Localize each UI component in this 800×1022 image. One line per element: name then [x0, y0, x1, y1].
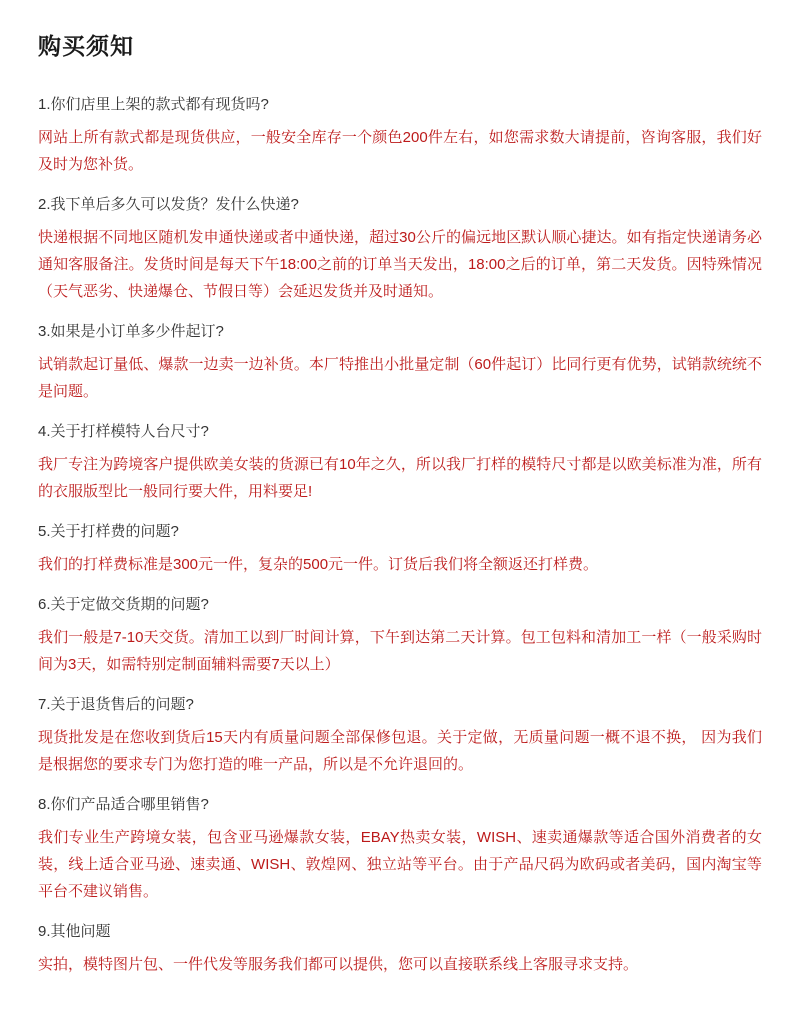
faq-answer: 现货批发是在您收到货后15天内有质量问题全部保修包退。关于定做，无质量问题一概不退不换， 因为我们是根据您的要求专门为您打造的唯一产品，所以是不允许退回的。	[38, 729, 762, 773]
faq-answer: 我厂专注为跨境客户提供欧美女装的货源已有10年之久，所以我厂打样的模特尺寸都是以欧美标准为准，所有的衣服版型比一般同行要大件，用料要足!	[38, 456, 762, 500]
faq-answer: 我们专业生产跨境女装，包含亚马逊爆款女装，EBAY热卖女装，WISH、速卖通爆款等适合国外消费者的女装，线上适合亚马逊、速卖通、WISH、敦煌网、独立站等平台。由于产品尺码为欧码或者美码，国内淘宝等平台不建议销售。	[38, 829, 762, 900]
faq-answer: 试销款起订量低、爆款一边卖一边补货。本厂特推出小批量定制（60件起订）比同行更有优势，试销款统统不是问题。	[38, 356, 762, 400]
faq-item	[38, 319, 762, 405]
page-title: 购买须知	[38, 33, 134, 59]
faq-answer: 网站上所有款式都是现货供应，一般安全库存一个颜色200件左右，如您需求数大请提前，咨询客服，我们好及时为您补货。	[38, 129, 762, 173]
faq-list	[38, 92, 762, 978]
faq-item	[38, 519, 762, 578]
faq-answer: 快递根据不同地区随机发申通快递或者中通快递，超过30公斤的偏远地区默认顺心捷达。如有指定快递请务必通知客服备注。发货时间是每天下午18:00之前的订单当天发出，18:00之后的订单，第二天发货。因特殊情况（天气恶劣、快递爆仓、节假日等）会延迟发货并及时通知。	[38, 229, 762, 300]
faq-question: 9.其他问题	[38, 923, 111, 940]
faq-item	[38, 792, 762, 905]
faq-question: 5.关于打样费的问题?	[38, 523, 179, 540]
faq-item	[38, 692, 762, 778]
faq-question: 3.如果是小订单多少件起订?	[38, 323, 224, 340]
faq-item	[38, 192, 762, 305]
faq-question: 7.关于退货售后的问题?	[38, 696, 194, 713]
faq-question: 1.你们店里上架的款式都有现货吗?	[38, 96, 269, 113]
faq-question: 6.关于定做交货期的问题?	[38, 596, 209, 613]
faq-question: 8.你们产品适合哪里销售?	[38, 796, 209, 813]
faq-item	[38, 92, 762, 178]
faq-question: 2.我下单后多久可以发货？发什么快递?	[38, 196, 299, 213]
faq-answer: 我们一般是7-10天交货。清加工以到厂时间计算，下午到达第二天计算。包工包料和清加工一样（一般采购时间为3天，如需特别定制面辅料需要7天以上）	[38, 629, 762, 673]
faq-answer: 我们的打样费标准是300元一件，复杂的500元一件。订货后我们将全额返还打样费。	[38, 556, 599, 573]
faq-question: 4.关于打样模特人台尺寸?	[38, 423, 209, 440]
faq-item	[38, 419, 762, 505]
faq-answer: 实拍，模特图片包、一件代发等服务我们都可以提供，您可以直接联系线上客服寻求支持。	[38, 956, 639, 973]
faq-item	[38, 919, 762, 978]
faq-item	[38, 592, 762, 678]
